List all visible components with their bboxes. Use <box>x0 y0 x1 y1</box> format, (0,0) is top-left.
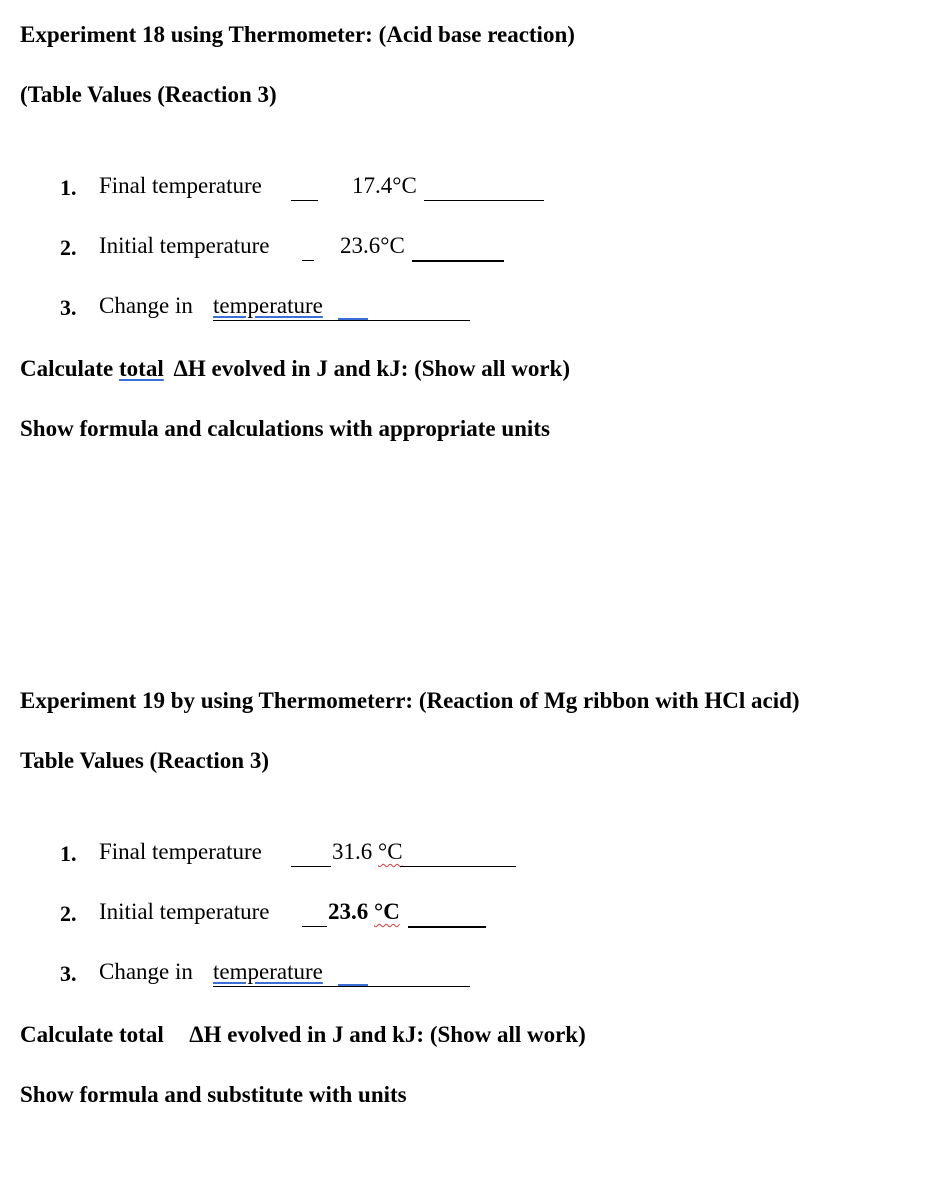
answer-blank <box>213 986 470 987</box>
exp19-final-temperature-value: 31.6 °C <box>332 839 403 864</box>
answer-blank <box>400 866 516 867</box>
answer-blank <box>291 866 331 867</box>
experiment-18-subtitle: (Table Values (Reaction 3) <box>20 82 277 107</box>
exp18-calculate-instruction: Calculate total ΔH evolved in J and kJ: (Show all work) <box>20 356 571 381</box>
exp19-change-label-temperature: temperature <box>213 959 323 984</box>
exp19-item-3-number: 3. <box>60 961 77 986</box>
answer-blank <box>408 926 486 928</box>
exp19-initial-temperature-unit: °C <box>374 899 400 924</box>
exp19-final-temperature-label: Final temperature <box>99 839 262 864</box>
exp18-item-1-number: 1. <box>60 175 77 200</box>
exp19-item-2-number: 2. <box>60 901 77 926</box>
exp18-item-3-number: 3. <box>60 295 77 320</box>
experiment-19-title: Experiment 19 by using Thermometerr: (Reaction of Mg ribbon with HCl acid) <box>20 688 800 713</box>
exp19-initial-temperature-label: Initial temperature <box>99 899 270 924</box>
answer-blank <box>412 260 504 262</box>
exp19-show-formula: Show formula and substitute with units <box>20 1082 407 1107</box>
exp18-initial-temperature-label: Initial temperature <box>99 233 270 258</box>
exp18-initial-temperature-value: 23.6°C <box>340 233 405 258</box>
experiment-19-subtitle: Table Values (Reaction 3) <box>20 748 269 773</box>
answer-blank <box>213 320 470 321</box>
exp19-initial-temperature-value: 23.6 °C <box>328 899 400 924</box>
answer-blank <box>302 260 314 261</box>
exp18-item-2-number: 2. <box>60 235 77 260</box>
exp19-change-label: Change in <box>99 959 193 984</box>
exp18-show-formula: Show formula and calculations with appropriate units <box>20 416 550 441</box>
exp19-item-1-number: 1. <box>60 841 77 866</box>
answer-blank <box>424 200 544 201</box>
answer-blank <box>291 200 318 201</box>
exp18-change-label: Change in <box>99 293 193 318</box>
exp19-final-temperature-unit: °C <box>378 839 403 864</box>
experiment-18-title: Experiment 18 using Thermometer: (Acid base reaction) <box>20 22 575 47</box>
exp18-final-temperature-label: Final temperature <box>99 173 262 198</box>
exp19-calculate-instruction: Calculate total ΔH evolved in J and kJ: (Show all work) <box>20 1022 586 1047</box>
answer-blank <box>302 926 327 927</box>
exp18-change-label-temperature: temperature <box>213 293 323 318</box>
exp18-calc-total: total <box>119 356 164 381</box>
exp18-final-temperature-value: 17.4°C <box>352 173 417 198</box>
